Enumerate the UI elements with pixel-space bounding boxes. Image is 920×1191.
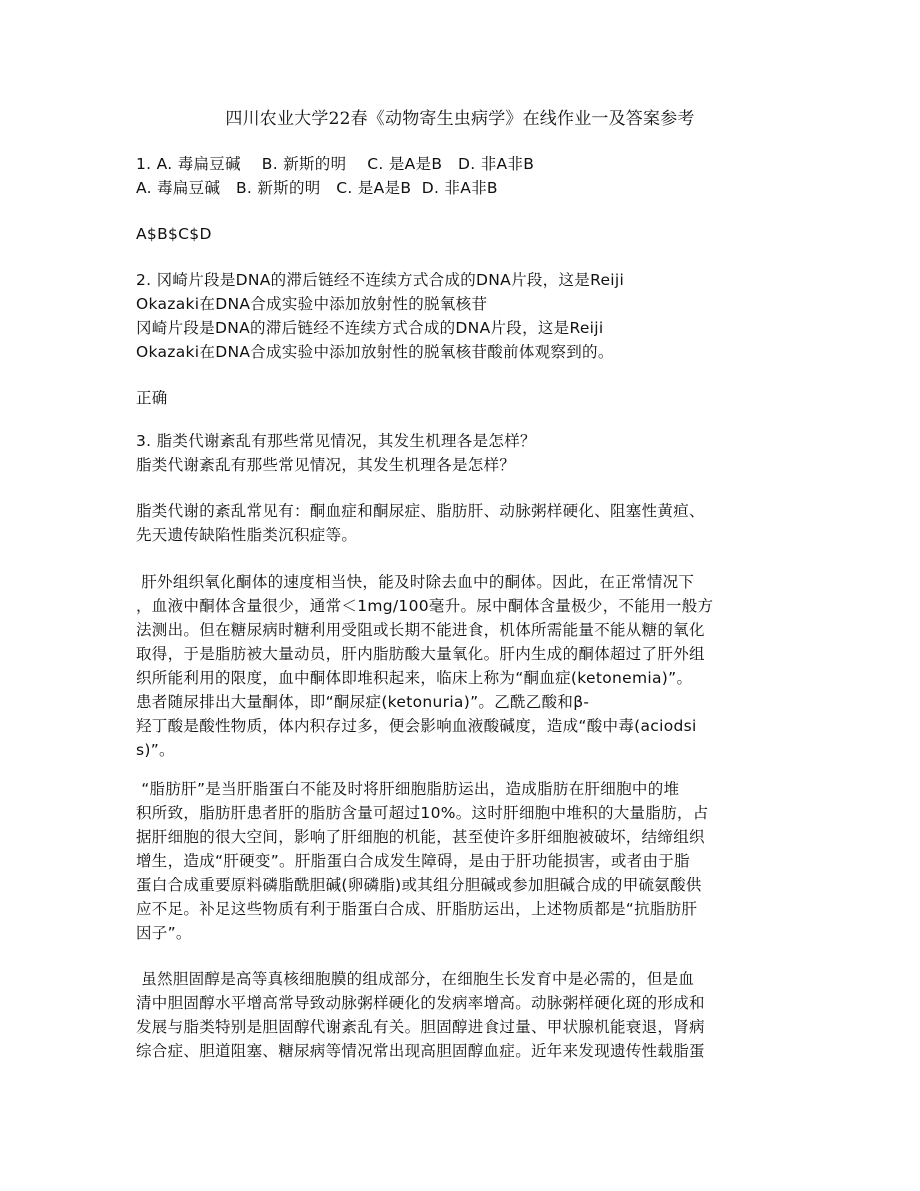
q1-answer: A$B$C$D xyxy=(136,225,212,243)
document-title: 四川农业大学22春《动物寄生虫病学》在线作业一及答案参考 xyxy=(225,109,695,129)
q3-p3-line: 蛋白合成重要原料磷脂酰胆碱(卵磷脂)或其组分胆碱或参加胆碱合成的甲硫氨酸供 xyxy=(136,876,702,894)
q2-repeat-line-1: 冈崎片段是DNA的滞后链经不连续方式合成的DNA片段，这是Reiji xyxy=(136,319,604,337)
q3-p3-line: 积所致，脂肪肝患者肝的脂肪含量可超过10%。这时肝细胞中堆积的大量脂肪，占 xyxy=(136,804,709,822)
q3-p4-line: 虽然胆固醇是高等真核细胞膜的组成部分，在细胞生长发育中是必需的，但是血 xyxy=(136,970,695,988)
q3-p3-line: 据肝细胞的很大空间，影响了肝细胞的机能，甚至使许多肝细胞被破坏，结缔组织 xyxy=(136,828,705,846)
q3-p4-line: 清中胆固醇水平增高常导致动脉粥样硬化的发病率增高。动脉粥样硬化斑的形成和 xyxy=(136,994,705,1012)
q3-p2-line: 法测出。但在糖尿病时糖利用受阻或长期不能进食，机体所需能量不能从糖的氧化 xyxy=(136,621,705,639)
q3-p1-line: 脂类代谢的紊乱常见有：酮血症和酮尿症、脂肪肝、动脉粥样硬化、阻塞性黄疸、 xyxy=(136,502,705,520)
q3-p2-line: s)”。 xyxy=(136,741,175,759)
q3-p4-line: 发展与脂类特别是胆固醇代谢紊乱有关。胆固醇进食过量、甲状腺机能衰退，肾病 xyxy=(136,1018,705,1036)
q3-p2-line: 取得，于是脂肪被大量动员，肝内脂肪酸大量氧化。肝内生成的酮体超过了肝外组 xyxy=(136,645,705,663)
q1-options: A. 毒扁豆碱 B. 新斯的明 C. 是A是B D. 非A非B xyxy=(136,179,498,197)
q3-p3-line: 应不足。补足这些物质有利于脂蛋白合成、肝脂肪运出，上述物质都是“抗脂肪肝 xyxy=(136,900,698,918)
q2-question-line-1: 2. 冈崎片段是DNA的滞后链经不连续方式合成的DNA片段，这是Reiji xyxy=(136,271,625,289)
q2-question-line-2: Okazaki在DNA合成实验中添加放射性的脱氧核苷 xyxy=(136,295,488,313)
q3-p2-line: 羟丁酸是酸性物质，体内积存过多，便会影响血液酸碱度，造成“酸中毒(aciodsi xyxy=(136,717,697,735)
q3-p3-line: “脂肪肝”是当肝脂蛋白不能及时将肝细胞脂肪运出，造成脂肪在肝细胞中的堆 xyxy=(136,780,680,798)
q3-p2-line: 患者随尿排出大量酮体，即“酮尿症(ketonuria)”。乙酰乙酸和β- xyxy=(136,693,590,711)
q3-p3-line: 因子”。 xyxy=(136,924,192,942)
q3-p3-line: 增生，造成“肝硬变”。肝脂蛋白合成发生障碍，是由于肝功能损害，或者由于脂 xyxy=(136,852,690,870)
q2-answer: 正确 xyxy=(136,389,168,407)
q3-p4-line: 综合症、胆道阻塞、糖尿病等情况常出现高胆固醇血症。近年来发现遗传性载脂蛋 xyxy=(136,1042,705,1060)
q2-repeat-line-2: Okazaki在DNA合成实验中添加放射性的脱氧核苷酸前体观察到的。 xyxy=(136,343,614,361)
q3-p2-line: 织所能利用的限度，血中酮体即堆积起来，临床上称为“酮血症(ketonemia)”。 xyxy=(136,669,693,687)
q3-p2-line: 肝外组织氧化酮体的速度相当快，能及时除去血中的酮体。因此，在正常情况下 xyxy=(136,573,695,591)
q3-p1-line: 先天遗传缺陷性脂类沉积症等。 xyxy=(136,526,358,544)
q3-question: 3. 脂类代谢紊乱有那些常见情况，其发生机理各是怎样？ xyxy=(136,432,536,450)
q3-repeat: 脂类代谢紊乱有那些常见情况，其发生机理各是怎样？ xyxy=(136,456,516,474)
q1-question: 1. A. 毒扁豆碱 B. 新斯的明 C. 是A是B D. 非A非B xyxy=(136,155,535,173)
q3-p2-line: ，血液中酮体含量很少，通常＜1mg/100毫升。尿中酮体含量极少，不能用一般方 xyxy=(136,597,714,615)
